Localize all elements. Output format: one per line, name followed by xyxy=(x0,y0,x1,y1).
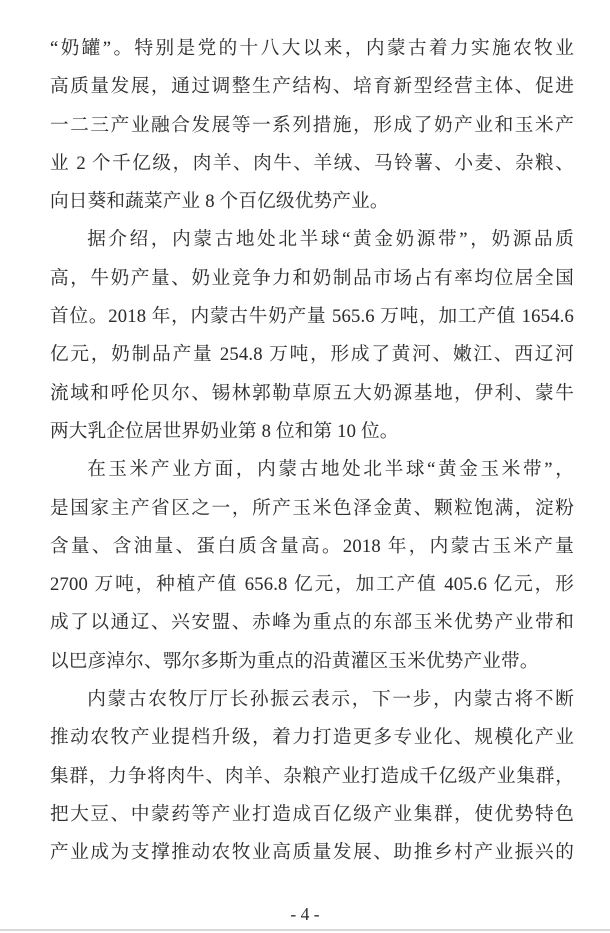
text-line: 内蒙古农牧厅厅长孙振云表示，下一步，内蒙古将不断 xyxy=(87,689,574,711)
text-line: 把大豆、中蒙药等产业打造成百亿级产业集群，使优势特色 xyxy=(50,803,574,825)
text-line: “奶罐”。特别是党的十八大以来，内蒙古着力实施农牧业 xyxy=(50,38,574,59)
document-body xyxy=(50,30,574,873)
text-line: 一二三产业融合发展等一系列措施，形成了奶产业和玉米产 xyxy=(50,114,574,136)
text-line: 高，牛奶产量、奶业竞争力和奶制品市场占有率均位居全国 xyxy=(50,267,574,289)
text-line: 以巴彦淖尔、鄂尔多斯为重点的沿黄灌区玉米优势产业带。 xyxy=(50,650,539,672)
text-line: 两大乳企位居世界奶业第 8 位和第 10 位。 xyxy=(50,420,399,442)
page-bottom-edge xyxy=(0,929,610,931)
text-line: 亿元，奶制品产量 254.8 万吨，形成了黄河、嫩江、西辽河 xyxy=(50,344,574,366)
text-line: 流域和呼伦贝尔、锡林郭勒草原五大奶源基地，伊利、蒙牛 xyxy=(50,382,574,404)
paragraph xyxy=(50,451,574,681)
text-line: 产业成为支撑推动农牧业高质量发展、助推乡村产业振兴的 xyxy=(50,842,574,864)
text-line: 集群，力争将肉牛、肉羊、杂粮产业打造成千亿级产业集群， xyxy=(50,765,574,787)
text-line: 2700 万吨，种植产值 656.8 亿元，加工产值 405.6 亿元，形 xyxy=(50,574,574,596)
text-line: 推动农牧产业提档升级，着力打造更多专业化、规模化产业 xyxy=(50,727,574,749)
page-number: - 4 - xyxy=(290,904,320,924)
text-line: 含量、含油量、蛋白质含量高。2018 年，内蒙古玉米产量 xyxy=(50,535,574,557)
text-line: 据介绍，内蒙古地处北半球“黄金奶源带”，奶源品质 xyxy=(87,229,574,251)
paragraph xyxy=(50,681,574,872)
text-line: 首位。2018 年，内蒙古牛奶产量 565.6 万吨，加工产值 1654.6 xyxy=(50,306,574,328)
text-line: 成了以通辽、兴安盟、赤峰为重点的东部玉米优势产业带和 xyxy=(50,612,574,634)
paragraph xyxy=(50,221,574,451)
text-line: 业 2 个千亿级，肉羊、肉牛、羊绒、马铃薯、小麦、杂粮、 xyxy=(50,152,574,174)
text-line: 向日葵和蔬菜产业 8 个百亿级优势产业。 xyxy=(50,191,389,213)
text-line: 是国家主产省区之一，所产玉米色泽金黄、颗粒饱满，淀粉 xyxy=(50,497,574,519)
text-line: 在玉米产业方面，内蒙古地处北半球“黄金玉米带”， xyxy=(87,459,574,481)
paragraph xyxy=(50,30,574,221)
text-line: 高质量发展，通过调整生产结构、培育新型经营主体、促进 xyxy=(50,76,574,98)
